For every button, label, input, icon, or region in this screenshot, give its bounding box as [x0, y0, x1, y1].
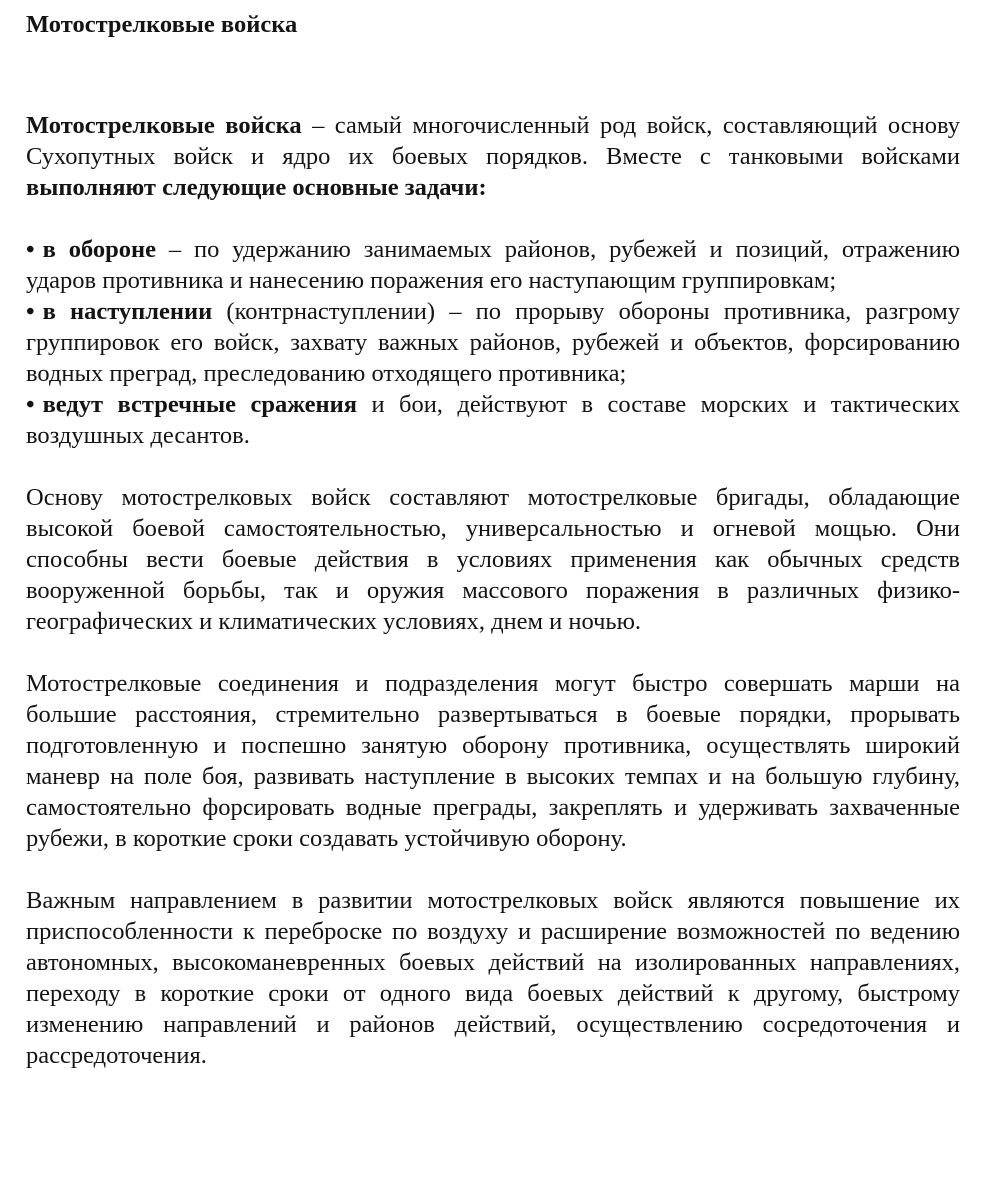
bullet-icon: •	[26, 391, 35, 418]
task-text: – по удержанию занимаемых районов, рубежей и позиций, отражению ударов противника и нанесению поражения его наступающим группировкам;	[26, 236, 960, 294]
task-term: ведут встречные сражения	[42, 391, 358, 418]
spacer	[26, 451, 960, 482]
task-text: и бои, действуют в составе морских и тактических воздушных десантов.	[26, 391, 960, 449]
page-title: Мотострелковые войска	[26, 11, 298, 38]
intro-text: – самый многочисленный род войск, составляющий основу Сухопутных войск и ядро их боевых порядков. Вместе с танковыми войсками	[26, 112, 960, 170]
paragraph-development: Важным направлением в развитии мотострелковых войск являются повышение их приспособленности к переброске по воздуху и расширение возможностей по ведению автономных, высокоманевренных боевых действий на изолированных направлениях, переходу в короткие сроки от одного вида боевых действий к другому, быстрому изменению направлений и районов действий, осуществлению сосредоточения и рассредоточения.	[26, 887, 960, 1069]
paragraph-brigades: Основу мотострелковых войск составляют мотострелковые бригады, обладающие высокой боевой самостоятельностью, универсальностью и огневой мощью. Они способны вести боевые действия в условиях применения как обычных средств вооруженной борьбы, так и оружия массового поражения в различных физико-географических и климатических условиях, днем и ночью.	[26, 484, 960, 635]
task-list	[26, 234, 960, 451]
task-item-defense	[26, 234, 960, 296]
spacer	[26, 854, 960, 885]
task-item-offense	[26, 296, 960, 389]
task-term: в обороне	[42, 236, 156, 263]
bullet-icon: •	[26, 298, 35, 325]
intro-tail-bold: выполняют следующие основные задачи:	[26, 174, 487, 201]
intro-lead-bold: Мотострелковые войска	[26, 112, 302, 139]
spacer	[26, 637, 960, 668]
task-item-meeting-engagement	[26, 389, 960, 451]
intro-paragraph	[26, 110, 960, 203]
task-term: в наступлении	[42, 298, 213, 325]
task-text: (контрнаступлении) – по прорыву обороны противника, разгрому группировок его войск, захвату важных районов, рубежей и объектов, форсированию водных преград, преследованию отходящего противника;	[26, 298, 960, 387]
paragraph-capabilities: Мотострелковые соединения и подразделения могут быстро совершать марши на большие расстояния, стремительно развертываться в боевые порядки, прорывать подготовленную и поспешно занятую оборону противника, осуществлять широкий маневр на поле боя, развивать наступление в высоких темпах и на большую глубину, самостоятельно форсировать водные преграды, закреплять и удерживать захваченные рубежи, в короткие сроки создавать устойчивую оборону.	[26, 670, 960, 852]
bullet-icon: •	[26, 236, 35, 263]
spacer	[26, 203, 960, 234]
